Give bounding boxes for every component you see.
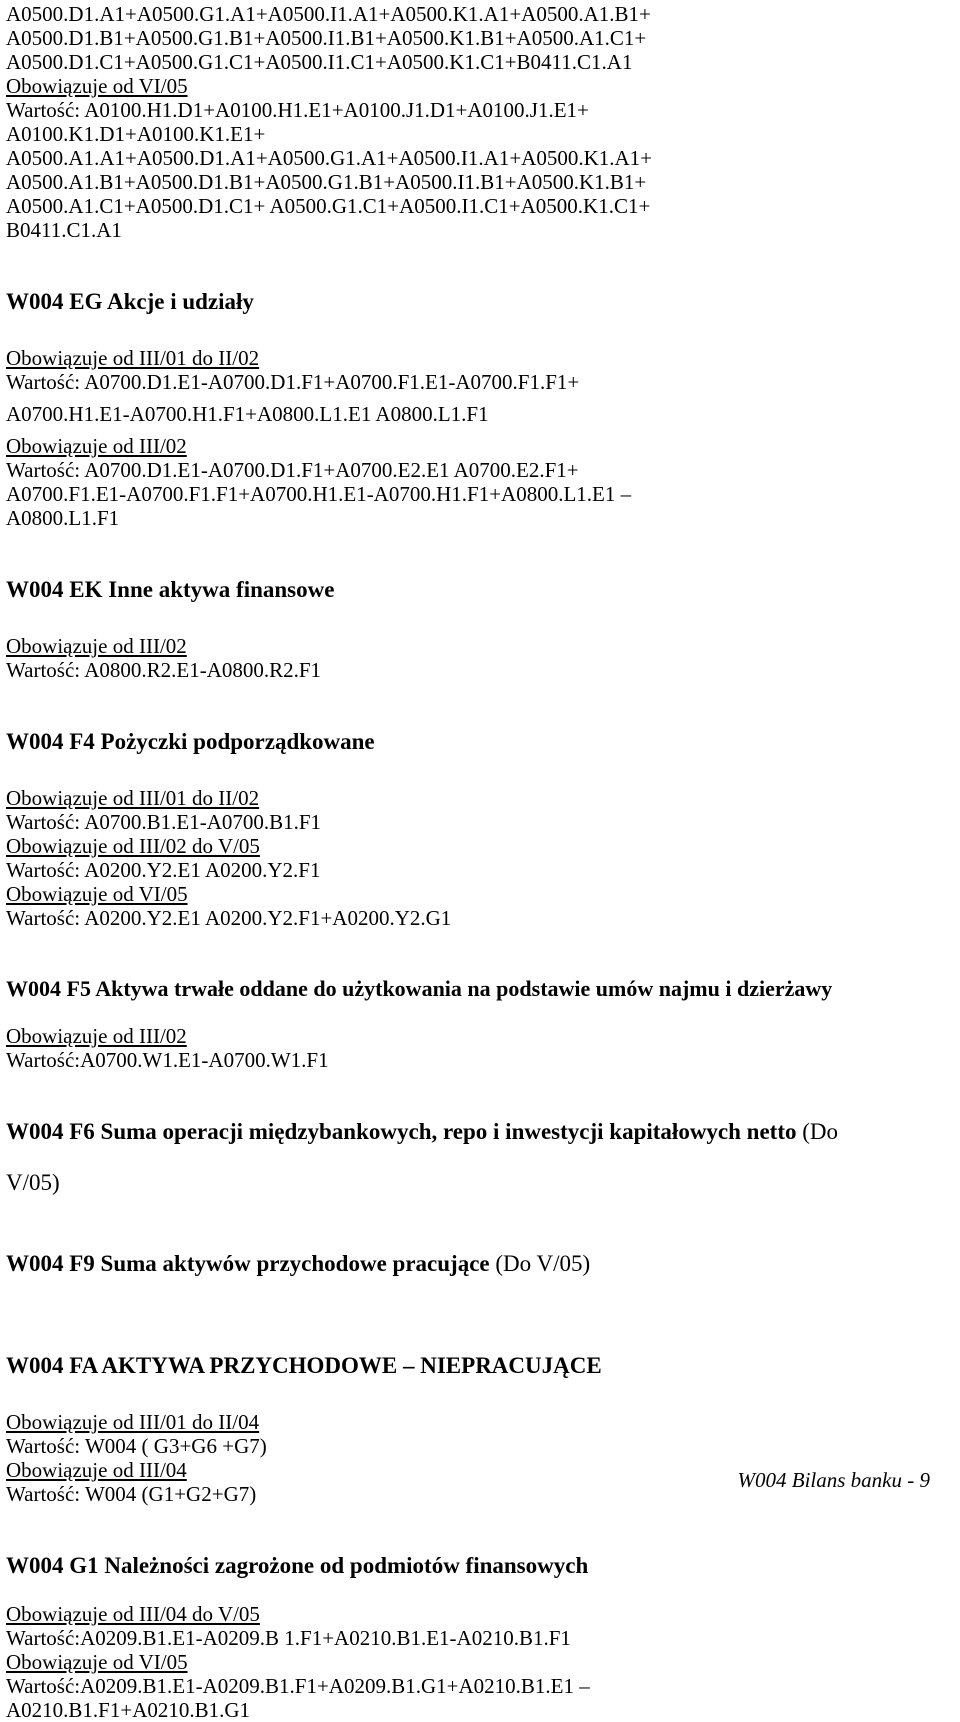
section-heading: W004 F5 Aktywa trwałe oddane do użytkowania na podstawie umów najmu i dzierżawy: [6, 976, 833, 1001]
applies-period: Obowiązuje od III/04 do V/05: [6, 1602, 260, 1626]
applies-period: Obowiązuje od III/04: [6, 1458, 187, 1482]
section-ek: [6, 577, 956, 682]
applies-period: Obowiązuje od III/01 do II/02: [6, 786, 260, 810]
intro-line: A0500.D1.B1+A0500.G1.B1+A0500.I1.B1+A0500.K1.B1+A0500.A1.C1+: [6, 26, 647, 50]
value-line: Wartość:A0209.B1.E1-A0209.B 1.F1+A0210.B1.E1-A0210.B1.F1: [6, 1626, 571, 1650]
value-line: Wartość: A0200.Y2.E1 A0200.Y2.F1+A0200.Y2.G1: [6, 906, 452, 930]
section-heading: W004 G1 Należności zagrożone od podmiotów finansowych: [6, 1553, 589, 1578]
section-heading-note: V/05): [6, 1170, 60, 1195]
applies-period: Obowiązuje od III/02: [6, 634, 187, 658]
value-line: A0700.F1.E1-A0700.F1.F1+A0700.H1.E1-A0700.H1.F1+A0800.L1.E1 –: [6, 482, 632, 506]
applies-period: Obowiązuje od III/01 do II/02: [6, 346, 260, 370]
applies-period: Obowiązuje od III/02 do V/05: [6, 834, 260, 858]
section-f4: [6, 729, 956, 930]
page-footer: W004 Bilans banku - 9: [737, 1468, 930, 1492]
applies-period: Obowiązuje od VI/05: [6, 74, 188, 98]
section-heading-bold: W004 F6 Suma operacji międzybankowych, repo i inwestycji kapitałowych netto: [6, 1119, 797, 1144]
value-line: A0700.H1.E1-A0700.H1.F1+A0800.L1.E1 A0800.L1.F1: [6, 402, 489, 426]
applies-period: Obowiązuje od III/02: [6, 1024, 187, 1048]
value-line: Wartość:A0700.W1.E1-A0700.W1.F1: [6, 1048, 329, 1072]
intro-line: A0500.D1.C1+A0500.G1.C1+A0500.I1.C1+A0500.K1.C1+B0411.C1.A1: [6, 50, 633, 74]
value-line: Wartość: A0700.D1.E1-A0700.D1.F1+A0700.E2.E1 A0700.E2.F1+: [6, 458, 579, 482]
intro-line: A0500.D1.A1+A0500.G1.A1+A0500.I1.A1+A0500.K1.A1+A0500.A1.B1+: [6, 2, 651, 26]
value-line: A0500.A1.B1+A0500.D1.B1+A0500.G1.B1+A0500.I1.B1+A0500.K1.B1+: [6, 170, 647, 194]
value-line: Wartość: A0200.Y2.E1 A0200.Y2.F1: [6, 858, 321, 882]
section-heading-note: (Do: [796, 1119, 839, 1144]
value-line: Wartość: W004 (G1+G2+G7): [6, 1482, 257, 1506]
applies-period: Obowiązuje od III/02: [6, 434, 187, 458]
section-heading: [6, 1119, 956, 1145]
section-heading: [6, 1251, 956, 1277]
section-heading: W004 F4 Pożyczki podporządkowane: [6, 729, 375, 754]
value-line: Wartość:A0209.B1.E1-A0209.B1.F1+A0209.B1.G1+A0210.B1.E1 –: [6, 1674, 590, 1698]
section-heading-note: (Do V/05): [489, 1251, 591, 1276]
section-f6: [6, 1119, 956, 1198]
applies-period: Obowiązuje od VI/05: [6, 882, 188, 906]
section-f9: [6, 1251, 956, 1277]
value-line: B0411.C1.A1: [6, 218, 122, 242]
section-heading-bold: W004 F9 Suma aktywów przychodowe pracujące: [6, 1251, 490, 1276]
value-line: A0500.A1.A1+A0500.D1.A1+A0500.G1.A1+A0500.I1.A1+A0500.K1.A1+: [6, 146, 653, 170]
value-line: A0500.A1.C1+A0500.D1.C1+ A0500.G1.C1+A0500.I1.C1+A0500.K1.C1+: [6, 194, 651, 218]
value-line: Wartość: W004 ( G3+G6 +G7): [6, 1434, 267, 1458]
value-line: A0800.L1.F1: [6, 506, 120, 530]
applies-period: Obowiązuje od VI/05: [6, 1650, 188, 1674]
value-line: A0100.K1.D1+A0100.K1.E1+: [6, 122, 266, 146]
value-line: A0210.B1.F1+A0210.B1.G1: [6, 1698, 251, 1722]
section-f5: [6, 976, 956, 1072]
section-eg: [6, 289, 956, 530]
value-line: Wartość: A0700.D1.E1-A0700.D1.F1+A0700.F1.E1-A0700.F1.F1+: [6, 370, 580, 394]
value-line: Wartość: A0100.H1.D1+A0100.H1.E1+A0100.J1.D1+A0100.J1.E1+: [6, 98, 589, 122]
section-heading: W004 EK Inne aktywa finansowe: [6, 577, 335, 602]
value-line: Wartość: A0800.R2.E1-A0800.R2.F1: [6, 658, 322, 682]
section-g1: [6, 1553, 956, 1722]
intro-block: [6, 2, 956, 242]
document-page: [6, 0, 956, 1722]
applies-period: Obowiązuje od III/01 do II/04: [6, 1410, 260, 1434]
value-line: Wartość: A0700.B1.E1-A0700.B1.F1: [6, 810, 322, 834]
section-heading: W004 FA AKTYWA PRZYCHODOWE – NIEPRACUJĄCE: [6, 1353, 602, 1378]
section-heading: W004 EG Akcje i udziały: [6, 289, 254, 314]
